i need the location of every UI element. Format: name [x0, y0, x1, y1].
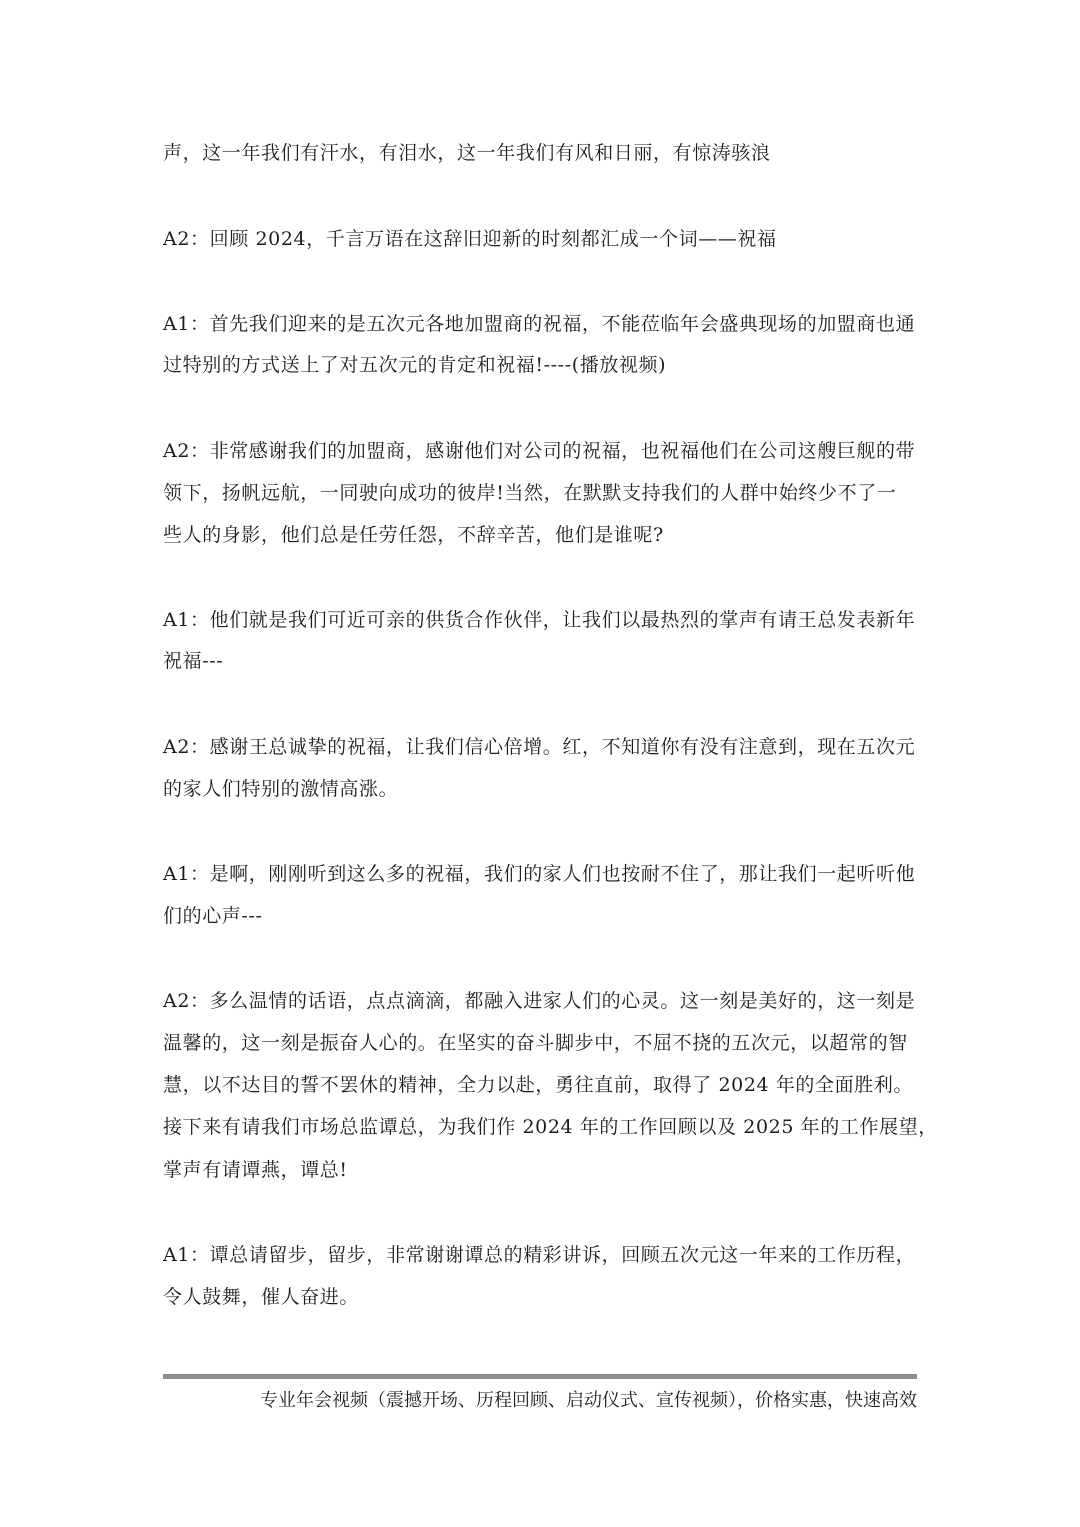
text-line: A2：回顾 2024，千言万语在这辞旧迎新的时刻都汇成一个词——祝福: [163, 228, 777, 250]
footer-ad-text: 专业年会视频（震撼开场、历程回顾、启动仪式、宣传视频），价格实惠，快速高效: [260, 1390, 917, 1411]
text-line: 些人的身影，他们总是任劳任怨，不辞辛苦，他们是谁呢?: [163, 524, 664, 546]
text-line: A2：感谢王总诚挚的祝福，让我们信心倍增。红，不知道你有没有注意到，现在五次元: [163, 736, 916, 758]
text-line: A1：是啊，刚刚听到这么多的祝福，我们的家人们也按耐不住了，那让我们一起听听他: [163, 863, 916, 885]
text-line: 的家人们特别的激情高涨。: [163, 778, 399, 800]
text-line: 接下来有请我们市场总监谭总，为我们作 2024 年的工作回顾以及 2025 年的工作展望，: [163, 1116, 938, 1138]
text-line: A1：谭总请留步，留步，非常谢谢谭总的精彩讲诉，回顾五次元这一年来的工作历程，: [163, 1244, 916, 1266]
text-line: A2：多么温情的话语，点点滴滴，都融入进家人们的心灵。这一刻是美好的，这一刻是: [163, 990, 916, 1012]
text-line: 温馨的，这一刻是振奋人心的。在坚实的奋斗脚步中，不屈不挠的五次元，以超常的智: [163, 1032, 908, 1054]
text-line: 领下，扬帆远航，一同驶向成功的彼岸!当然，在默默支持我们的人群中始终少不了一: [163, 482, 897, 504]
text-line: 掌声有请谭燕，谭总!: [163, 1159, 348, 1181]
text-line: A1：他们就是我们可近可亲的供货合作伙伴，让我们以最热烈的掌声有请王总发表新年: [163, 609, 916, 631]
text-line: 令人鼓舞，催人奋进。: [163, 1286, 360, 1308]
text-line: 们的心声---: [163, 905, 263, 927]
text-line: A2：非常感谢我们的加盟商，感谢他们对公司的祝福，也祝福他们在公司这艘巨舰的带: [163, 440, 916, 462]
text-line: 过特别的方式送上了对五次元的肯定和祝福!----(播放视频): [163, 354, 667, 376]
footer-divider: [163, 1374, 917, 1379]
text-line: A1：首先我们迎来的是五次元各地加盟商的祝福，不能莅临年会盛典现场的加盟商也通: [163, 313, 916, 335]
text-line: 声，这一年我们有汗水，有泪水，这一年我们有风和日丽，有惊涛骇浪: [163, 142, 771, 164]
text-line: 祝福---: [163, 650, 224, 672]
text-line: 慧，以不达目的誓不罢休的精神，全力以赴，勇往直前，取得了 2024 年的全面胜利。: [163, 1074, 914, 1096]
